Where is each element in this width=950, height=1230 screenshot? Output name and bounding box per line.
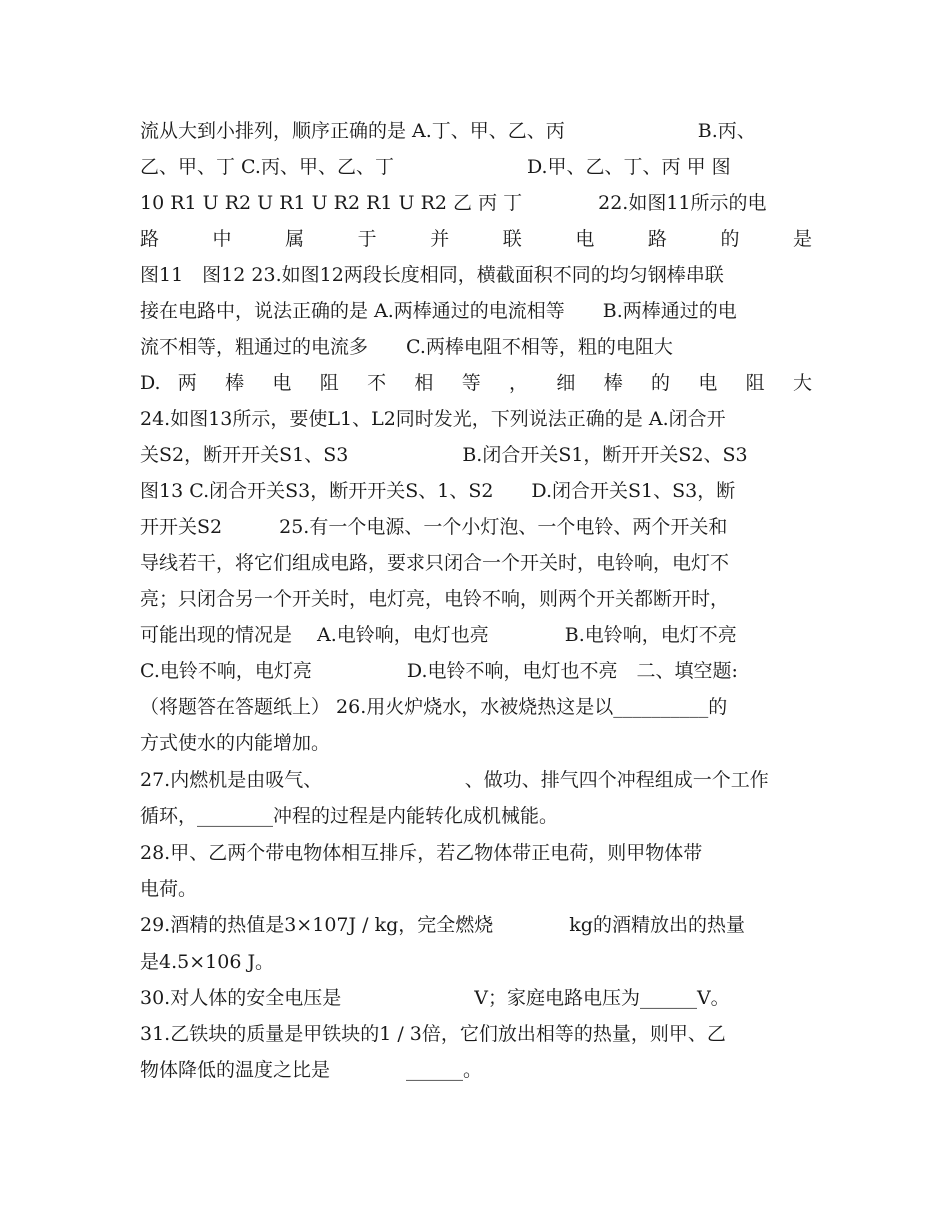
text-line: 29.酒精的热值是3×107J / kg，完全燃烧 kg的酒精放出的热量 <box>140 914 745 936</box>
text-line: 图13 C.闭合开关S3，断开开关S、1、S2 D.闭合开关S1、S3，断 <box>140 480 736 502</box>
text-line: 方式使水的内能增加。 <box>140 732 331 754</box>
text-line: 循环，________冲程的过程是内能转化成机械能。 <box>140 805 559 827</box>
text-line: C.电铃不响，电灯亮 D.电铃不响，电灯也不亮 二、填空题: <box>140 660 738 682</box>
text-line: 关S2，断开开关S1、S3 B.闭合开关S1，断开开关S2、S3 <box>140 444 748 466</box>
text-line: 电荷。 <box>140 878 198 900</box>
text-line: 亮；只闭合另一个开关时，电灯亮，电铃不响，则两个开关都断开时， <box>140 588 730 610</box>
text-line: 30.对人体的安全电压是 V；家庭电路电压为______V。 <box>140 987 730 1009</box>
text-line: 28.甲、乙两个带电物体相互排斥，若乙物体带正电荷，则甲物体带 <box>140 842 703 864</box>
text-line: 24.如图13所示，要使L1、L2同时发光，下列说法正确的是 A.闭合开 <box>140 408 726 430</box>
text-line: 物体降低的温度之比是 ______。 <box>140 1059 483 1081</box>
text-line: 路 中 属 于 并 联 电 路 的 是 <box>140 228 812 250</box>
text-line: 31.乙铁块的质量是甲铁块的1 / 3倍，它们放出相等的热量，则甲、乙 <box>140 1023 726 1045</box>
text-line: 可能出现的情况是 A.电铃响，电灯也亮 B.电铃响，电灯不亮 <box>140 624 737 646</box>
text-line: 10 R1 U R2 U R1 U R2 R1 U R2 乙 丙 丁 22.如图11所示的电 <box>140 192 767 214</box>
text-line: 导线若干，将它们组成电路，要求只闭合一个开关时，电铃响，电灯不 <box>140 552 730 574</box>
text-line: 乙、甲、丁 C.丙、甲、乙、丁 D.甲、乙、丁、丙 甲 图 <box>140 156 731 178</box>
text-line: D. 两 棒 电 阻 不 相 等 ， 细 棒 的 电 阻 大 <box>140 372 812 394</box>
text-line: 流不相等，粗通过的电流多 C.两棒电阻不相等，粗的电阻大 <box>140 336 673 358</box>
text-line: （将题答在答题纸上） 26.用火炉烧水，水被烧热这是以__________的 <box>140 696 728 718</box>
text-line: 开开关S2 25.有一个电源、一个小灯泡、一个电铃、两个开关和 <box>140 516 728 538</box>
text-line: 是4.5×106 J。 <box>140 951 275 973</box>
text-line: 接在电路中，说法正确的是 A.两棒通过的电流相等 B.两棒通过的电 <box>140 300 737 322</box>
text-line: 流从大到小排列，顺序正确的是 A.丁、甲、乙、丙 B.丙、 <box>140 120 756 142</box>
text-line: 27.内燃机是由吸气、 、做功、排气四个冲程组成一个工作 <box>140 769 769 791</box>
text-line: 图11 图12 23.如图12两段长度相同，横截面积不同的均匀钢棒串联 <box>140 264 724 286</box>
